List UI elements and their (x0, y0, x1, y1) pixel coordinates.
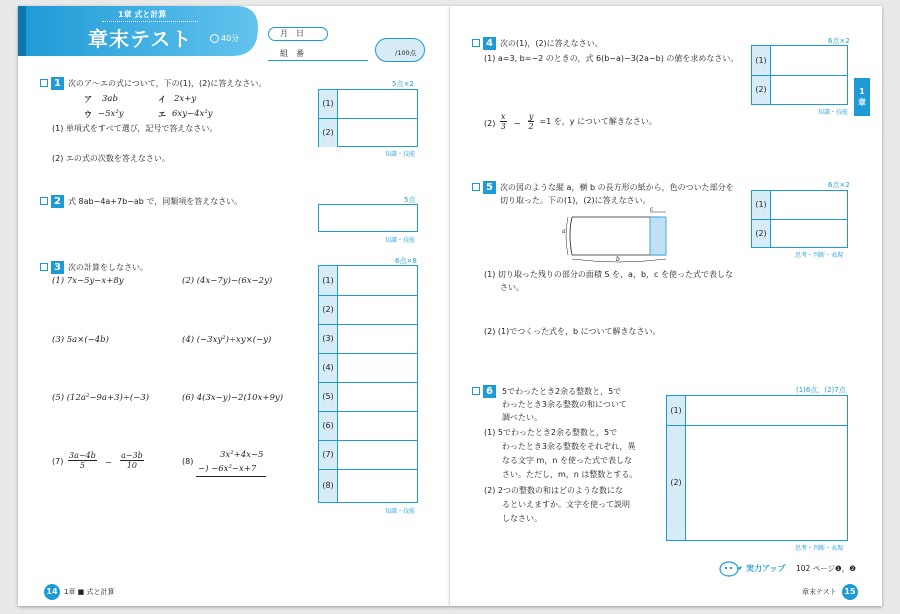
q2-category: 知識・技能 (385, 237, 416, 244)
q3-checkbox[interactable] (40, 263, 48, 271)
q1-sub2: (2) エの式の次数を答えなさい。 (52, 154, 170, 163)
q3-divider-6 (319, 440, 417, 441)
q2-checkbox[interactable] (40, 197, 48, 205)
q4-label-1: (1) (752, 46, 771, 75)
q5-label-1: (1) (752, 191, 771, 219)
q1-points: 5点×2 (392, 80, 414, 88)
q6-sub1-line-1: (1) 5でわったとき2余る整数と，5で (484, 428, 618, 437)
q4-answer-box[interactable] (751, 45, 848, 105)
class-underline (268, 60, 368, 61)
q4-category: 知識・技能 (818, 109, 849, 116)
q3-p7-num2: a−3b (121, 451, 143, 460)
q3-p8-line1: 3x²+4x−5 (220, 450, 264, 460)
q4-sub2-mid: − (513, 119, 521, 129)
q1-item-c: −5x²y (98, 109, 124, 119)
title-banner (18, 6, 258, 56)
q3-label-4: (4) (319, 353, 338, 382)
q1-text: 次のア～エの式について，下の(1)，(2)に答えなさい。 (68, 79, 267, 88)
chapter-side-tab (854, 78, 870, 116)
q1-item-c-key: ウ (84, 110, 92, 119)
q3-p7-expr (68, 450, 144, 470)
q5-sub2: (2) (1)でつくった式を，b について解きなさい。 (484, 327, 661, 336)
q3-p7-label: (7) (52, 457, 64, 466)
q4-sub2-frac1 (500, 112, 507, 131)
right-footer-text: 章末テスト (802, 588, 837, 596)
q5-sub1b: さい。 (500, 283, 524, 292)
q6-sub1-line-3: なる文字 m，n を使った式で表しな (502, 456, 632, 465)
q1-item-a-key: ア (84, 95, 92, 104)
q3-p7-frac2 (120, 451, 144, 470)
q3-p7-den1: 5 (79, 461, 85, 470)
q6-category: 思考・判断・表現 (795, 545, 844, 552)
q5-text1: 次の図のような縦 a，横 b の長方形の紙から，色のついた部分を (500, 183, 734, 192)
q6-label-1: (1) (667, 396, 686, 425)
q1-item-d: 6xy−4x²y (172, 109, 213, 119)
q3-label-1: (1) (319, 266, 338, 295)
q1-checkbox[interactable] (40, 79, 48, 87)
q6-line-2: わったとき3余る整数の和について (502, 400, 627, 409)
q3-p8-line2: −) −6x²−x+7 (198, 464, 257, 474)
right-page (450, 6, 882, 606)
q1-sub1: (1) 単項式をすべて選び，記号で答えなさい。 (52, 124, 218, 133)
q3-p7-den2: 10 (126, 461, 138, 470)
q3-p3: (3) 5a×(−4b) (52, 335, 109, 345)
q4-sub2-num2: y (528, 112, 534, 121)
q4-checkbox[interactable] (472, 39, 480, 47)
q1-item-b-key: イ (158, 95, 166, 104)
q3-label-8: (8) (319, 469, 338, 502)
q6-checkbox[interactable] (472, 387, 480, 395)
q3-p1: (1) 7x−5y−x+8y (52, 276, 124, 286)
q2-points: 5点 (404, 196, 416, 204)
q4-label-2: (2) (752, 76, 771, 104)
q6-points: (1)6点，(2)7点 (796, 386, 846, 394)
q3-label-6: (6) (319, 411, 338, 440)
chapter-label: 1章 式と計算 (118, 10, 167, 19)
q4-sub2-rest: =1 を，y について解きなさい。 (539, 117, 657, 126)
q5-category: 思考・判断・表現 (795, 252, 844, 259)
q3-label-7: (7) (319, 440, 338, 469)
q3-p2: (2) (4x−7y)−(6x−2y) (182, 276, 273, 286)
q3-p5: (5) (12a²−9a+3)÷(−3) (52, 393, 150, 403)
right-page-number: 15 (844, 587, 856, 596)
q5-figure-label-a: a (562, 228, 566, 235)
side-tab-label: 章 (858, 98, 866, 107)
q5-figure-label-c: c (650, 206, 654, 213)
clock-icon (210, 34, 219, 43)
q2-answer-box[interactable] (318, 204, 418, 232)
q3-divider-5 (319, 411, 417, 412)
q3-p4: (4) (−3xy²)÷xy×(−y) (182, 335, 272, 345)
q5-divider (752, 219, 847, 220)
q3-p6: (6) 4(3x−y)−2(10x+9y) (182, 393, 284, 403)
q3-label-2: (2) (319, 295, 338, 324)
q1-item-a: 3ab (102, 94, 118, 104)
extra-ref[interactable]: 102 ページ❶，❷ (796, 564, 856, 573)
q4-sub2-den1: 3 (500, 122, 506, 131)
score-label: /100点 (395, 49, 417, 57)
q1-answer-box[interactable] (318, 89, 418, 147)
q6-number: 6 (483, 385, 496, 398)
q1-item-d-key: エ (158, 110, 166, 119)
q3-p8-rule (196, 476, 266, 477)
q3-answer-box[interactable] (318, 265, 418, 503)
q4-sub2-label: (2) (484, 119, 496, 128)
q4-points: 6点×2 (828, 37, 850, 45)
q5-answer-box[interactable] (751, 190, 848, 248)
chapter-underline (102, 21, 198, 22)
bird-mascot-icon (718, 559, 742, 577)
q4-sub1: (1) a=3, b=−2 のときの，式 6(b−a)−3(2a−b) の値を求めなさい。 (484, 54, 739, 63)
q3-divider-1 (319, 295, 417, 296)
page-title: 章末テスト (88, 27, 193, 51)
q2-text: 式 8ab−4a+7b−ab で，同類項を答えなさい。 (68, 197, 243, 206)
q4-sub2-num1: x (501, 112, 506, 121)
q3-divider-4 (319, 382, 417, 383)
left-page (18, 6, 450, 606)
q6-sub2-line-2: るといえますか。文字を使って説明 (502, 500, 630, 509)
q4-sub2-den2: 2 (528, 122, 534, 131)
class-label: 組 番 (280, 49, 304, 58)
q4-number: 4 (483, 37, 496, 50)
q3-p8-label: (8) (182, 457, 194, 466)
q3-category: 知識・技能 (385, 508, 416, 515)
q2-number: 2 (51, 195, 64, 208)
q1-category: 知識・技能 (385, 151, 416, 158)
extra-label: 実力アップ (746, 564, 786, 573)
q5-text2: 切り取った。下の(1)，(2)に答えなさい。 (500, 196, 651, 205)
time-limit: 40分 (221, 34, 240, 43)
q6-sub2-line-3: しなさい。 (502, 514, 542, 523)
q6-label-2: (2) (667, 426, 686, 540)
q6-answer-box[interactable] (666, 395, 848, 541)
q1-item-b: 2x+y (174, 94, 197, 104)
q3-label-5: (5) (319, 382, 338, 411)
q3-p7-minus: − (104, 458, 112, 468)
q3-number: 3 (51, 261, 64, 274)
q3-p7-frac1 (68, 451, 97, 470)
q4-sub2-frac2 (528, 112, 535, 131)
q6-sub2-line-1: (2) 2つの整数の和はどのような数にな (484, 486, 623, 495)
q1-label-2: (2) (319, 119, 338, 147)
q3-divider-7 (319, 469, 417, 470)
left-page-number-badge (44, 584, 60, 600)
right-page-number-badge (842, 584, 858, 600)
q6-sub1-line-4: さい。ただし，m，n は整数とする。 (502, 470, 638, 479)
q4-sub2-expr (500, 111, 657, 131)
q1-number: 1 (51, 77, 64, 90)
q3-p7-num1: 3a−4b (69, 451, 96, 460)
q4-divider (752, 75, 847, 76)
q6-divider (667, 425, 847, 426)
q5-number: 5 (483, 181, 496, 194)
q1-label-1: (1) (319, 90, 338, 118)
q6-sub1-line-2: わったとき3余る整数をそれぞれ，異 (502, 442, 636, 451)
side-tab-number: 1 (859, 87, 865, 96)
left-footer-text: 1章 ■ 式と計算 (64, 588, 115, 596)
q3-text: 次の計算をしなさい。 (68, 263, 148, 272)
q5-sub1a: (1) 切り取った残りの部分の面積 S を，a，b，c を使った式で表しな (484, 270, 733, 279)
q1-divider (319, 118, 417, 119)
q3-divider-3 (319, 353, 417, 354)
q3-divider-2 (319, 324, 417, 325)
q3-points: 6点×8 (395, 257, 417, 265)
left-page-number: 14 (46, 587, 58, 596)
q4-text: 次の(1)，(2)に答えなさい。 (500, 39, 603, 48)
q5-figure-label-b: b (616, 256, 620, 263)
q5-label-2: (2) (752, 220, 771, 247)
q3-label-3: (3) (319, 324, 338, 353)
q6-line-1: 5でわったとき2余る整数と，5で (502, 387, 622, 396)
q5-checkbox[interactable] (472, 183, 480, 191)
date-label: 月 日 (280, 29, 304, 38)
q6-line-3: 調べたい。 (502, 413, 542, 422)
q5-points: 6点×2 (828, 181, 850, 189)
